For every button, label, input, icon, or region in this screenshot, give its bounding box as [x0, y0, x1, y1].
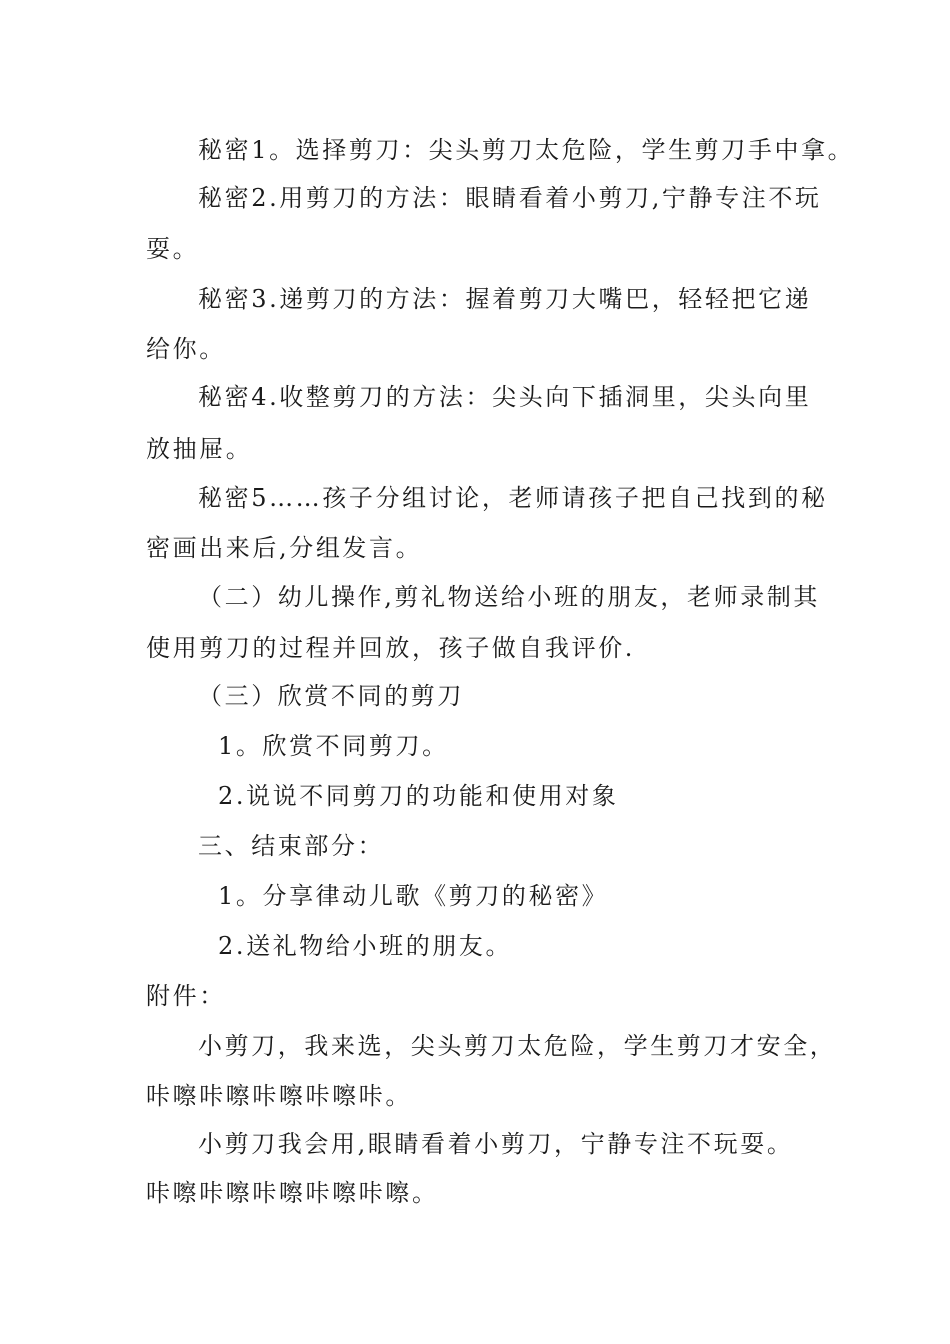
text-line: 密画出来后,分组发言。	[146, 534, 423, 562]
text-line: 放抽屉。	[146, 435, 253, 463]
text-line: 小剪刀我会用,眼睛看着小剪刀，宁静专注不玩耍。	[198, 1130, 794, 1158]
list-item: 2.说说不同剪刀的功能和使用对象	[218, 782, 619, 810]
text-line: 咔嚓咔嚓咔嚓咔嚓咔嚓。	[146, 1179, 439, 1207]
text-line: 秘密2.用剪刀的方法：眼睛看着小剪刀,宁静专注不玩	[198, 184, 822, 212]
text-line: 使用剪刀的过程并回放，孩子做自我评价.	[146, 634, 636, 662]
section-heading: 三、结束部分：	[198, 832, 385, 860]
text-line: 耍。	[146, 235, 200, 263]
list-item: 2.送礼物给小班的朋友。	[218, 932, 513, 960]
text-line: 秘密1。选择剪刀：尖头剪刀太危险，学生剪刀手中拿。	[198, 136, 855, 164]
text-line: 秘密5……孩子分组讨论，老师请孩子把自己找到的秘	[198, 484, 828, 512]
list-item: 1。分享律动儿歌《剪刀的秘密》	[218, 882, 609, 910]
appendix-heading: 附件：	[146, 982, 226, 1010]
text-line: 给你。	[146, 335, 226, 363]
text-line: 小剪刀，我来选，尖头剪刀太危险，学生剪刀才安全，	[198, 1032, 837, 1060]
list-item: 1。欣赏不同剪刀。	[218, 732, 449, 760]
text-line: 咔嚓咔嚓咔嚓咔嚓咔。	[146, 1082, 412, 1110]
section-heading: （三）欣赏不同的剪刀	[198, 682, 464, 710]
text-line: 秘密3.递剪刀的方法：握着剪刀大嘴巴，轻轻把它递	[198, 285, 812, 313]
text-line: （二）幼儿操作,剪礼物送给小班的朋友，老师录制其	[198, 583, 821, 611]
text-line: 秘密4.收整剪刀的方法：尖头向下插洞里，尖头向里	[198, 383, 812, 411]
